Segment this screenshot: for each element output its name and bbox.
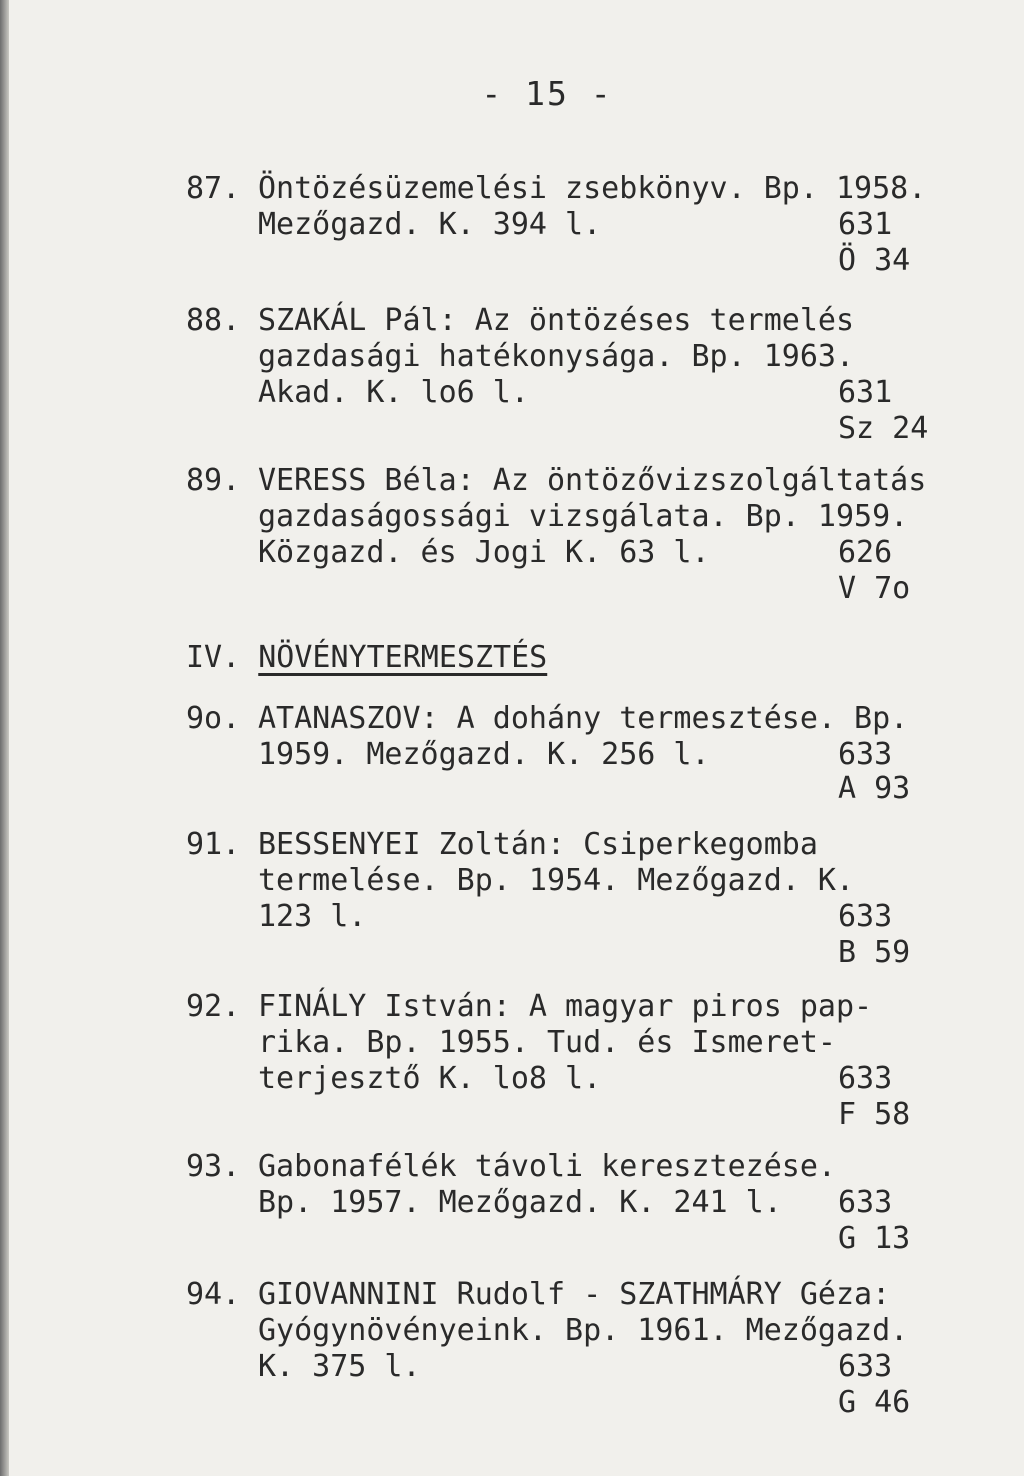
entry-line: terjesztő K. lo8 l. xyxy=(258,1061,602,1096)
binding-edge xyxy=(0,0,9,1476)
entry-line: Öntözésüzemelési zsebkönyv. Bp. 1958. xyxy=(258,171,927,206)
entry-line: gazdasági hatékonysága. Bp. 1963. xyxy=(258,339,855,374)
entry-line: SZAKÁL Pál: Az öntözéses termelés xyxy=(258,303,855,338)
entry-number: 94. xyxy=(186,1277,241,1312)
section-title: NÖVÉNYTERMESZTÉS xyxy=(258,640,548,675)
entry-line: Akad. K. lo6 l. xyxy=(258,375,529,410)
entry-number: 87. xyxy=(186,171,241,206)
entry-line: K. 375 l. xyxy=(258,1349,421,1384)
call-number: G 46 xyxy=(838,1385,911,1420)
entry-line: 123 l. xyxy=(258,899,367,934)
call-number: F 58 xyxy=(838,1097,911,1132)
call-number: Sz 24 xyxy=(838,411,929,446)
section-numeral: IV. xyxy=(186,640,241,675)
call-number: 633 xyxy=(838,1061,893,1096)
entry-line: Gabonafélék távoli keresztezése. xyxy=(258,1149,836,1184)
entry-line: rika. Bp. 1955. Tud. és Ismeret- xyxy=(258,1025,836,1060)
entry-line: gazdaságossági vizsgálata. Bp. 1959. xyxy=(258,499,909,534)
entry-number: 9o. xyxy=(186,701,241,736)
entry-line: Gyógynövényeink. Bp. 1961. Mezőgazd. xyxy=(258,1313,909,1348)
call-number: 633 xyxy=(838,737,893,772)
call-number: 633 xyxy=(838,899,893,934)
call-number: B 59 xyxy=(838,935,911,970)
call-number: V 7o xyxy=(838,571,911,606)
entry-number: 88. xyxy=(186,303,241,338)
entry-line: VERESS Béla: Az öntözővizszolgáltatás xyxy=(258,463,927,498)
call-number: 631 xyxy=(838,207,893,242)
entry-number: 91. xyxy=(186,827,241,862)
entry-line: Mezőgazd. K. 394 l. xyxy=(258,207,602,242)
call-number: 633 xyxy=(838,1349,893,1384)
call-number: 626 xyxy=(838,535,893,570)
entry-line: 1959. Mezőgazd. K. 256 l. xyxy=(258,737,710,772)
entry-line: BESSENYEI Zoltán: Csiperkegomba xyxy=(258,827,818,862)
call-number: 633 xyxy=(838,1185,893,1220)
section-heading xyxy=(186,640,547,675)
entry-number: 89. xyxy=(186,463,241,498)
call-number: Ö 34 xyxy=(838,243,911,278)
entry-line: GIOVANNINI Rudolf - SZATHMÁRY Géza: xyxy=(258,1277,891,1312)
call-number: G 13 xyxy=(838,1221,911,1256)
entry-number: 92. xyxy=(186,989,241,1024)
entry-line: Bp. 1957. Mezőgazd. K. 241 l. xyxy=(258,1185,782,1220)
call-number: A 93 xyxy=(838,771,911,806)
entry-line: ATANASZOV: A dohány termesztése. Bp. xyxy=(258,701,909,736)
entry-line: termelése. Bp. 1954. Mezőgazd. K. xyxy=(258,863,855,898)
entry-number: 93. xyxy=(186,1149,241,1184)
entry-line: Közgazd. és Jogi K. 63 l. xyxy=(258,535,710,570)
page-number: - 15 - xyxy=(481,74,613,113)
entry-line: FINÁLY István: A magyar piros pap- xyxy=(258,989,873,1024)
call-number: 631 xyxy=(838,375,893,410)
